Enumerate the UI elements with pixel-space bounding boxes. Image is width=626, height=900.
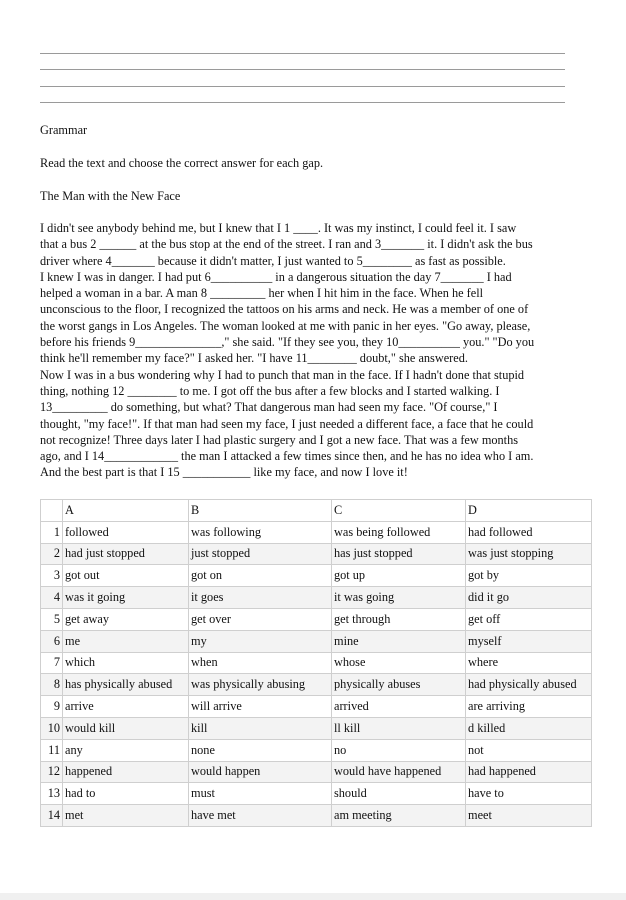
question-number: 8 [41, 674, 63, 696]
answer-option: get over [189, 608, 332, 630]
table-header-row [41, 500, 592, 522]
table-row [41, 805, 592, 827]
answer-option: has just stopped [332, 543, 466, 565]
table-row [41, 630, 592, 652]
table-row [41, 587, 592, 609]
answer-table [40, 499, 592, 827]
story-title: The Man with the New Face [40, 189, 181, 203]
table-row [41, 717, 592, 739]
answer-option: it was going [332, 587, 466, 609]
answer-option: am meeting [332, 805, 466, 827]
answer-table-body [41, 500, 592, 827]
table-row [41, 783, 592, 805]
answer-option: mine [332, 630, 466, 652]
table-row [41, 739, 592, 761]
answer-option: was just stopping [466, 543, 592, 565]
answer-option: get off [466, 608, 592, 630]
page-bottom-edge [0, 893, 626, 900]
table-row [41, 696, 592, 718]
answer-option: must [189, 783, 332, 805]
text-line: And the best part is that I 15 ___________ like my face, and now I love it! [40, 465, 408, 480]
instruction: Read the text and choose the correct answer for each gap. [40, 156, 324, 170]
answer-option: none [189, 739, 332, 761]
text-line: before his friends 9______________," she said. "If they see you, they 10__________ you." "Do you [40, 335, 535, 350]
question-number: 13 [41, 783, 63, 805]
answer-option: got up [332, 565, 466, 587]
question-number: 5 [41, 608, 63, 630]
answer-option: kill [189, 717, 332, 739]
answer-option: happened [63, 761, 189, 783]
question-number: 14 [41, 805, 63, 827]
answer-option: will arrive [189, 696, 332, 718]
answer-option: physically abuses [332, 674, 466, 696]
answer-option: arrived [332, 696, 466, 718]
question-number: 11 [41, 739, 63, 761]
question-number: 10 [41, 717, 63, 739]
text-line: I didn't see anybody behind me, but I knew that I 1 ____. It was my instinct, I could feel it. I saw [40, 221, 517, 235]
text-line: think he'll remember my face?" I asked her. "I have 11________ doubt," she answered. [40, 351, 468, 366]
answer-option: was following [189, 521, 332, 543]
table-row [41, 608, 592, 630]
writing-line [40, 69, 565, 70]
question-number: 6 [41, 630, 63, 652]
answer-option: whose [332, 652, 466, 674]
text-line: not recognize! Three days later I had plastic surgery and I got a new face. That was a few months [40, 432, 519, 447]
section-title: Grammar [40, 123, 88, 137]
answer-option: my [189, 630, 332, 652]
table-row [41, 761, 592, 783]
text-line: driver where 4_______ because it didn't matter, I just wanted to 5________ as fast as possible. [40, 253, 506, 268]
answer-option: where [466, 652, 592, 674]
answer-option: get away [63, 608, 189, 630]
answer-option: was being followed [332, 521, 466, 543]
writing-line [40, 53, 565, 54]
answer-option: followed [63, 521, 189, 543]
header-cell: B [189, 500, 332, 522]
text-line: Now I was in a bus wondering why I had to punch that man in the face. If I hadn't done that stupid [40, 367, 525, 382]
text-line: 13_________ do something, but what? That dangerous man had seen my face. "Of course," I [40, 400, 498, 415]
answer-option: did it go [466, 587, 592, 609]
answer-option: had followed [466, 521, 592, 543]
question-number: 9 [41, 696, 63, 718]
answer-option: when [189, 652, 332, 674]
table-row [41, 565, 592, 587]
table-row [41, 543, 592, 565]
question-number: 3 [41, 565, 63, 587]
answer-option: which [63, 652, 189, 674]
answer-option: d killed [466, 717, 592, 739]
question-number: 1 [41, 521, 63, 543]
text-line: helped a woman in a bar. A man 8 _________ her when I hit him in the face. When he fell [40, 286, 484, 301]
answer-option: me [63, 630, 189, 652]
header-cell: A [63, 500, 189, 522]
answer-option: no [332, 739, 466, 761]
answer-option: not [466, 739, 592, 761]
text-line: that a bus 2 ______ at the bus stop at the end of the street. I ran and 3_______ it. I didn't ask the bus [40, 237, 533, 252]
answer-option: got out [63, 565, 189, 587]
writing-line [40, 102, 565, 103]
header-cell [41, 500, 63, 522]
answer-option: would happen [189, 761, 332, 783]
answer-option: got by [466, 565, 592, 587]
answer-option: was physically abusing [189, 674, 332, 696]
answer-option: just stopped [189, 543, 332, 565]
story-text [40, 220, 580, 481]
answer-option: have met [189, 805, 332, 827]
answer-option: myself [466, 630, 592, 652]
table-row [41, 521, 592, 543]
answer-option: are arriving [466, 696, 592, 718]
text-line: unconscious to the floor, I recognized the tattoos on his arms and neck. He was a member of one of [40, 302, 529, 317]
header-cell: D [466, 500, 592, 522]
question-number: 7 [41, 652, 63, 674]
answer-option: it goes [189, 587, 332, 609]
answer-option: should [332, 783, 466, 805]
text-line: the worst gangs in Los Angeles. The woman looked at me with panic in her eyes. "Go away, please, [40, 318, 531, 333]
answer-option: meet [466, 805, 592, 827]
question-number: 2 [41, 543, 63, 565]
answer-option: had just stopped [63, 543, 189, 565]
answer-option: had to [63, 783, 189, 805]
answer-option: has physically abused [63, 674, 189, 696]
table-row [41, 652, 592, 674]
answer-option: had physically abused [466, 674, 592, 696]
text-line: ago, and I 14____________ the man I attacked a few times since then, and he has no idea who I am. [40, 449, 534, 464]
answer-option: met [63, 805, 189, 827]
header-cell: C [332, 500, 466, 522]
answer-option: get through [332, 608, 466, 630]
answer-option: got on [189, 565, 332, 587]
text-line: thing, nothing 12 ________ to me. I got off the bus after a few blocks and I started walking. I [40, 383, 500, 398]
answer-option: would kill [63, 717, 189, 739]
answer-option: arrive [63, 696, 189, 718]
answer-option: any [63, 739, 189, 761]
text-line: I knew I was in danger. I had put 6__________ in a dangerous situation the day 7_______ I had [40, 269, 512, 284]
writing-line [40, 86, 565, 87]
question-number: 4 [41, 587, 63, 609]
answer-option: had happened [466, 761, 592, 783]
question-number: 12 [41, 761, 63, 783]
table-row [41, 674, 592, 696]
answer-option: have to [466, 783, 592, 805]
answer-option: ll kill [332, 717, 466, 739]
answer-option: was it going [63, 587, 189, 609]
text-line: thought, "my face!". If that man had seen my face, I just needed a different face, a face that he could [40, 416, 534, 431]
answer-option: would have happened [332, 761, 466, 783]
